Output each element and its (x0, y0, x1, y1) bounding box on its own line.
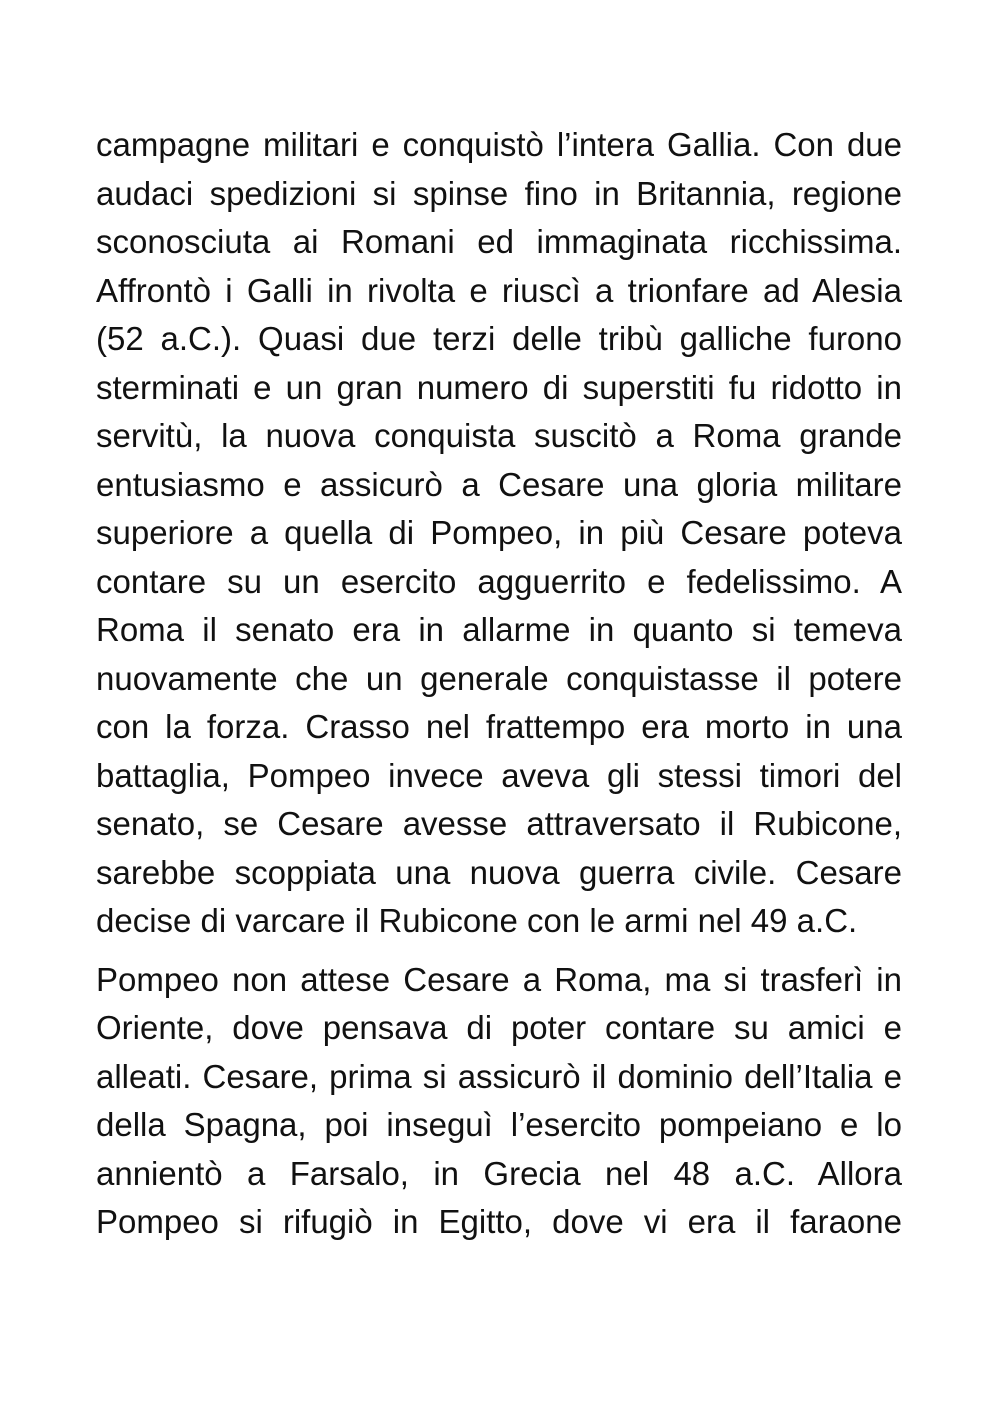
paragraph-2: Pompeo non attese Cesare a Roma, ma si trasferì in Oriente, dove pensava di poter contare su amici e alleati. Cesare, prima si assicurò il dominio dell’Italia e della Spagna, poi inseguì l’esercito pompeiano e lo annientò a Farsalo, in Grecia nel 48 a.C. Allora Pompeo si rifugiò in Egitto, dove vi era il faraone (96, 960, 902, 1240)
document-page (96, 121, 902, 1247)
paragraph-1: campagne militari e conquistò l’intera Gallia. Con due audaci spedizioni si spinse fino in Britannia, regione sconosciuta ai Romani ed immaginata ricchissima. Affrontò i Galli in rivolta e riuscì a trionfare ad Alesia (52 a.C.). Quasi due terzi delle tribù galliche furono sterminati e un gran numero di superstiti fu ridotto in servitù, la nuova conquista suscitò a Roma grande entusiasmo e assicurò a Cesare una gloria militare superiore a quella di Pompeo, in più Cesare poteva contare su un esercito agguerrito e fedelissimo. A Roma il senato era in allarme in quanto si temeva nuovamente che un generale conquistasse il potere con la forza. Crasso nel frattempo era morto in una battaglia, Pompeo invece aveva gli stessi timori del senato, se Cesare avesse attraversato il Rubicone, sarebbe scoppiata una nuova guerra civile. Cesare decise di varcare il Rubicone con le armi nel 49 a.C. (96, 126, 902, 939)
